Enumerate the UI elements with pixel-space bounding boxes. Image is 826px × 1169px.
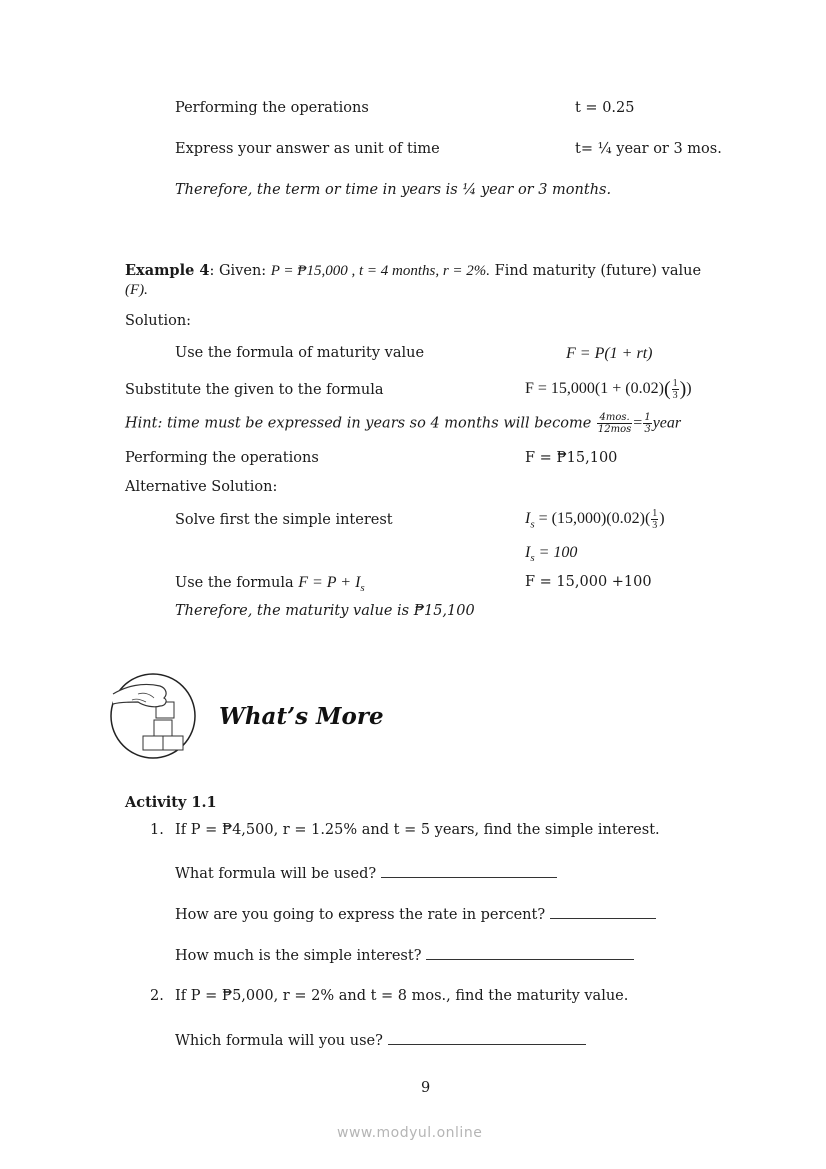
formula-label-text: Use the formula [175,575,299,591]
conclusion-text: Therefore, the term or time in years is ¼ year or 3 months. [175,182,612,198]
step-label: Use the formula of maturity value [175,345,425,361]
alternative-solution-label: Alternative Solution: [125,479,278,495]
step-label: Express your answer as unit of time [175,141,440,157]
fraction: $\frac{1}{3}$ [672,378,678,401]
step-value: t= ¼ year or 3 mos. [575,141,722,157]
step-value: t = 0.25 [575,100,635,116]
hint-fraction-2: $\frac{1}{3}$ [644,412,651,435]
hint-text [125,412,681,435]
fraction: $\frac{1}{3}$ [652,508,658,531]
formula-math: F = P + I [298,574,361,591]
example-label: Example 4 [125,262,210,279]
question-text: How much is the simple interest? [175,948,422,964]
hint-sentence: Hint: time must be expressed in years so 4 months will become [125,415,592,432]
interest-expr: = (15,000)(0.02)( [534,510,651,528]
section-title: What’s More [219,703,384,730]
var-i: I [525,510,531,528]
question-row [175,945,634,964]
example-heading [125,261,735,300]
answer-blank[interactable] [426,945,634,960]
question-text: What formula will be used? [175,866,377,882]
step-label [175,574,365,594]
step-label: Substitute the given to the formula [125,382,384,398]
step-value: F = ₱15,100 [525,450,618,466]
hint-fraction: $\frac{\text{4mos.}}{\text{12mos}}$ [597,412,632,435]
sub-s: s [360,581,365,594]
question-row [175,1030,586,1049]
step-label: Performing the operations [125,450,319,466]
item-prompt: If P = ₱4,500, r = 1.25% and t = 5 years, find the simple interest. [175,822,660,838]
example-task: Find maturity (future) value [490,263,702,279]
hand-stacking-blocks-icon [108,672,198,760]
step-label: Performing the operations [175,100,369,116]
given-values: P = ₱15,000 , t = 4 months, r = 2%. [270,263,491,279]
substitution-value: F = 15,000(1 + (0.02)( $\frac{1}{3}$ )) [525,378,692,401]
interest-result [525,544,577,564]
interest-suffix: ) [659,510,665,528]
step-value: F = 15,000 +100 [525,574,652,590]
answer-blank[interactable] [550,904,656,919]
given-prefix: : Given: [209,263,271,279]
formula-value: F = P(1 + rt) [566,345,653,362]
question-row [175,904,656,923]
page-number: 9 [421,1080,431,1096]
answer-blank[interactable] [388,1030,586,1045]
step-label: Solve first the simple interest [175,512,393,528]
conclusion-text: Therefore, the maturity value is ₱15,100 [175,603,475,619]
sub-s: s [530,518,535,531]
example-task-cont: (F). [125,282,148,298]
activity-title: Activity 1.1 [125,794,217,811]
answer-blank[interactable] [381,863,557,878]
substitution-suffix: ) [686,380,692,398]
question-text: How are you going to express the rate in percent? [175,907,546,923]
item-prompt: If P = ₱5,000, r = 2% and t = 8 mos., find the maturity value. [175,988,629,1004]
interest-formula-value [525,508,665,531]
equals-sign: = [633,414,643,432]
item-number: 2. [150,988,164,1004]
watermark: www.modyul.online [337,1125,483,1141]
question-text: Which formula will you use? [175,1033,383,1049]
question-row [175,863,557,882]
interest-value: = 100 [534,544,578,561]
var-i: I [525,544,531,561]
hint-suffix: year [652,414,682,432]
sub-s: s [530,552,535,565]
item-number: 1. [150,822,164,838]
solution-label: Solution: [125,313,192,329]
substitution-prefix: F = 15,000(1 + (0.02) [525,380,664,398]
